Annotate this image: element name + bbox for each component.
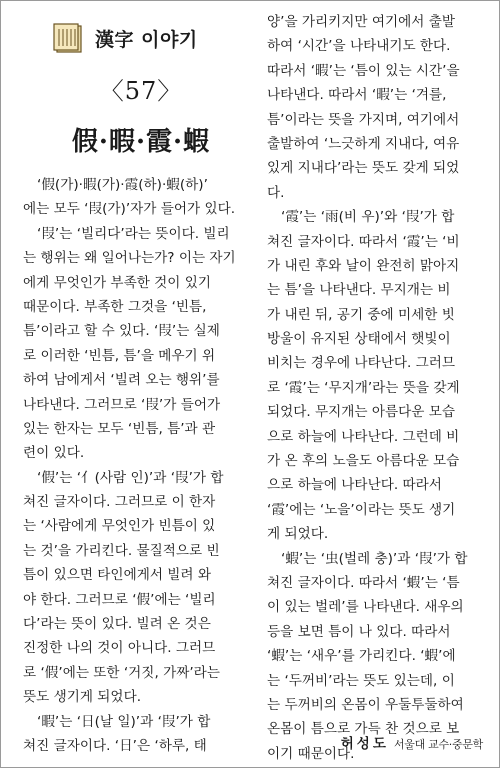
- text-line: 는 ‘사람에게 무엇인가 빈틈이 있: [23, 518, 216, 535]
- text-line: 틈이 있으면 타인에게서 빌려 와: [23, 567, 211, 584]
- left-column-text: [23, 173, 259, 758]
- text-line: 나타낸다. 그러므로 ‘叚’가 들어가: [23, 396, 221, 413]
- text-line: 이기 때문이다.: [267, 745, 355, 762]
- column-header: [23, 11, 259, 67]
- text-line: 하여 ‘시간’을 나타내기도 한다.: [267, 38, 451, 55]
- text-line: 에게 무엇인가 부족한 것이 있기: [23, 274, 211, 291]
- text-line: 있게 지내다’라는 뜻도 갖게 되었: [267, 160, 460, 177]
- text-line: 틈’이라는 뜻을 가지며, 여기에서: [267, 111, 460, 128]
- text-line: 양’을 가리키지만 여기에서 출발: [267, 14, 455, 30]
- text-line: 게 되었다.: [267, 526, 329, 543]
- text-line: 야 한다. 그러므로 ‘假’에는 ‘빌리: [23, 591, 216, 608]
- text-line: ‘假(가)·暇(가)·霞(하)·蝦(하)’: [37, 177, 208, 193]
- text-line: 가 내린 후와 날이 완전히 맑아지: [267, 257, 460, 274]
- text-line: ‘霞’는 ‘雨(비 우)’와 ‘叚’가 합: [281, 209, 455, 226]
- text-line: 쳐진 글자이다. ‘日’은 ‘하루, 태: [23, 737, 207, 754]
- text-line: 진정한 나의 것이 아니다. 그러므: [23, 640, 216, 657]
- text-line: 는 것’을 가리킨다. 물질적으로 빈: [23, 542, 220, 559]
- text-line: 에는 모두 ‘叚(가)’자가 들어가 있다.: [23, 201, 236, 218]
- text-line: 가 온 후의 노을도 아름다운 모습: [267, 453, 460, 470]
- text-line: 나타낸다. 따라서 ‘暇’는 ‘겨를,: [267, 87, 447, 104]
- column-label: 漢字 이야기: [95, 29, 198, 51]
- text-line: 으로 하늘에 나타난다. 따라서: [267, 477, 442, 494]
- text-line: 등을 보면 틈이 나 있다. 따라서: [267, 623, 451, 640]
- text-line: ‘霞’에는 ‘노을’이라는 뜻도 생기: [267, 501, 456, 518]
- text-line: 쳐진 글자이다. 따라서 ‘霞’는 ‘비: [267, 233, 460, 250]
- text-line: 는 틈’을 나타낸다. 무지개는 비: [267, 282, 451, 299]
- text-line: ‘暇’는 ‘日(날 일)’과 ‘叚’가 합: [37, 713, 211, 730]
- text-line: 때문이다. 부족한 그것을 ‘빈틈,: [23, 298, 207, 315]
- text-line: 다.: [267, 184, 285, 201]
- text-line: 틈’이라고 할 수 있다. ‘叚’는 실제: [23, 323, 220, 340]
- text-line: 방울이 유지된 상태에서 햇빛이: [267, 331, 451, 348]
- text-line: ‘蝦’는 ‘새우’를 가리킨다. ‘蝦’에: [267, 648, 456, 665]
- text-line: 는 ‘두꺼비’라는 뜻도 있는데, 이: [267, 672, 455, 689]
- byline: [267, 732, 483, 752]
- text-line: 는 두꺼비의 온몸이 우둘투둘하여: [267, 696, 464, 713]
- text-line: 쳐진 글자이다. 그러므로 이 한자: [23, 494, 216, 511]
- scroll-book-icon: [51, 21, 85, 55]
- text-line: 온몸이 틈으로 가득 찬 것으로 보: [267, 721, 460, 738]
- text-line: ‘叚’는 ‘빌리다’라는 뜻이다. 빌리: [37, 225, 230, 242]
- text-line: 출발하여 ‘느긋하게 지내다, 여유: [267, 135, 460, 152]
- text-line: 련이 있다.: [23, 445, 85, 462]
- text-line: 가 내린 뒤, 공기 중에 미세한 빗: [267, 306, 455, 323]
- text-line: 로 이러한 ‘빈틈, 틈’을 메우기 위: [23, 347, 216, 364]
- text-line: 이 있는 벌레’를 나타낸다. 새우의: [267, 599, 464, 616]
- issue-number: 〈57〉: [99, 77, 183, 105]
- author-affiliation: 서울대 교수·중문학: [393, 738, 483, 751]
- article-title: 假·暇·霞·蝦: [71, 127, 211, 157]
- text-line: 되었다. 무지개는 아름다운 모습: [267, 404, 455, 421]
- text-line: ‘假’는 ‘亻(사람 인)’과 ‘叚’가 합: [37, 469, 224, 486]
- text-line: 있는 한자는 모두 ‘빈틈, 틈’과 관: [23, 420, 216, 437]
- text-line: 비치는 경우에 나타난다. 그러므: [267, 355, 455, 372]
- text-line: 로 ‘霞’는 ‘무지개’라는 뜻을 갖게: [267, 379, 460, 396]
- text-line: 하여 남에게서 ‘빌려 오는 행위’를: [23, 372, 220, 389]
- text-line: 는 행위는 왜 일어나는가? 이는 자기: [23, 250, 236, 267]
- text-line: 로 ‘假’에는 또한 ‘거짓, 가짜’라는: [23, 664, 220, 681]
- author-name: 허성도: [340, 736, 389, 752]
- right-column-text: [267, 10, 487, 766]
- text-line: 따라서 ‘暇’는 ‘틈이 있는 시간’을: [267, 62, 460, 79]
- text-line: 다’라는 뜻이 있다. 빌려 온 것은: [23, 616, 211, 633]
- text-line: 으로 하늘에 나타난다. 그런데 비: [267, 428, 460, 445]
- text-line: 쳐진 글자이다. 따라서 ‘蝦’는 ‘틈: [267, 574, 460, 591]
- text-line: ‘蝦’는 ‘虫(벌레 충)’과 ‘叚’가 합: [281, 550, 468, 567]
- text-line: 뜻도 생기게 되었다.: [23, 689, 142, 706]
